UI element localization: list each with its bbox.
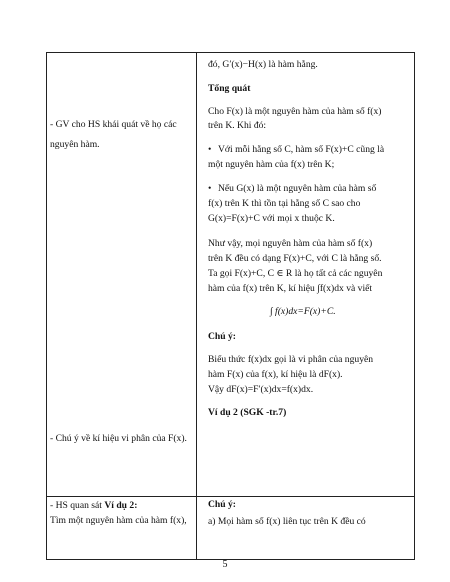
p1-line2: trên K. Khi đó: — [208, 120, 267, 131]
bullet-icon: • — [208, 144, 212, 155]
bullet1-text: Với mỗi hằng số C, hàm số F(x)+C cũng là — [218, 144, 385, 155]
left-item2: - Chú ý về kí hiệu vi phân của F(x). — [50, 433, 187, 444]
p4-line1: a) Mọi hàm số f(x) liên tục trên K đều có — [208, 516, 366, 527]
heading-tong-quat: Tổng quát — [208, 83, 251, 94]
p3-line1: Biểu thức f(x)dx gọi là vi phân của nguyên — [208, 354, 374, 365]
bullet2-line1 — [208, 182, 376, 195]
p2-line2: trên K đều có dạng F(x)+C, với C là hằng số. — [208, 253, 382, 264]
p2-line3: Ta gọi F(x)+C, C ∈ R là họ tất cả các nguyên — [208, 268, 383, 279]
heading-vi-du-2: Ví dụ 2 (SGK -tr.7) — [208, 407, 287, 418]
left-item3-line1 — [50, 499, 137, 512]
right-line-top: đó, G′(x)−H(x) là hàm hằng. — [208, 59, 318, 70]
left-item3-line2: Tìm một nguyên hàm của hàm f(x), — [50, 515, 187, 526]
left-item3-bold: Ví dụ 2: — [104, 500, 138, 511]
bullet2-line3: G(x)=F(x)+C với mọi x thuộc K. — [208, 213, 335, 224]
p2-line1: Như vậy, mọi nguyên hàm của hàm số f(x) — [208, 238, 373, 249]
row-divider — [46, 496, 415, 497]
heading-chu-y-2: Chú ý: — [208, 499, 236, 510]
left-item1-line2: nguyên hàm. — [50, 139, 100, 150]
bullet1-line1 — [208, 143, 384, 156]
p2-line4: hàm của f(x) trên K, kí hiệu ∫f(x)dx và viết — [208, 283, 373, 294]
bullet2-line2: f(x) trên K thì tồn tại hằng số C sao cho — [208, 198, 361, 209]
left-item1-line1: - GV cho HS khái quát về họ các — [50, 119, 177, 130]
bullet1-line2: một nguyên hàm của f(x) trên K; — [208, 159, 335, 170]
p3-line2: hàm F(x) của f(x), kí hiệu là dF(x). — [208, 369, 343, 380]
left-item3-prefix: - HS quan sát — [50, 500, 105, 511]
page-number: 5 — [222, 559, 228, 570]
heading-chu-y-1: Chú ý: — [208, 331, 236, 342]
p1-line1: Cho F(x) là một nguyên hàm của hàm số f(x) — [208, 106, 382, 117]
bullet-icon: • — [208, 183, 212, 194]
formula: ∫ f(x)dx=F(x)+C. — [270, 306, 336, 317]
bullet2-text: Nếu G(x) là một nguyên hàm của hàm số — [218, 183, 377, 194]
column-divider — [196, 52, 197, 560]
p3-line3: Vậy dF(x)=F′(x)dx=f(x)dx. — [208, 384, 314, 395]
